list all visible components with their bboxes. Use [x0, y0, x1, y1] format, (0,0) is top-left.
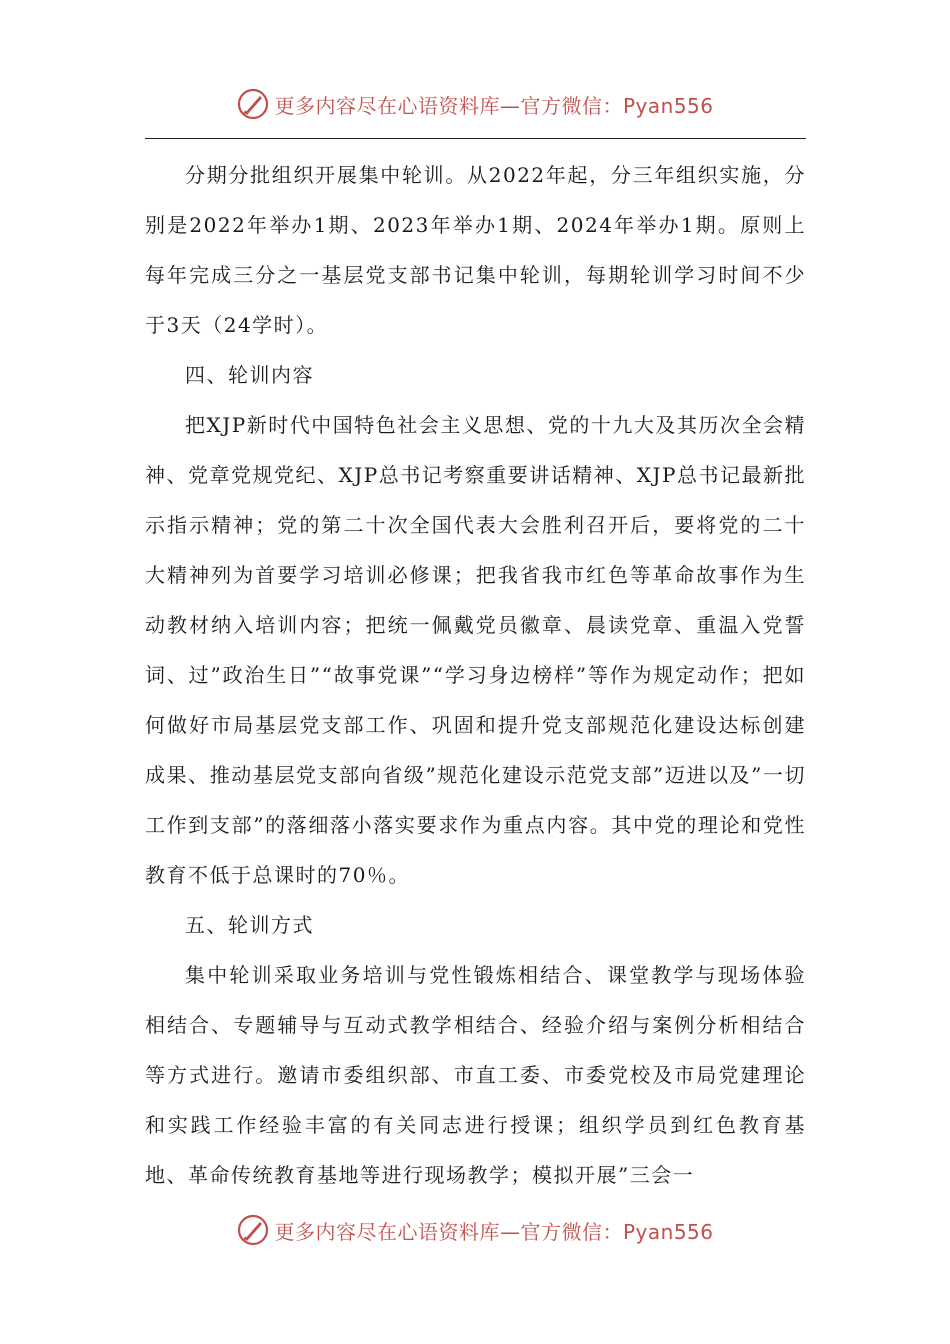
- wechat-id: Pyan556: [622, 93, 714, 118]
- paragraph: 把XJP新时代中国特色社会主义思想、党的十九大及其历次全会精神、党章党规党纪、XJP总书记考察重要讲话精神、XJP总书记最新批示指示精神；党的第二十次全国代表大会胜利召开后，要将党的二十大精神列为首要学习培训必修课；把我省我市红色等革命故事作为生动教材纳入培训内容；把统一佩戴党员徽章、晨读党章、重温入党誓词、过”政治生日”“故事党课”“学习身边榜样”等作为规定动作；把如何做好市局基层党支部工作、巩固和提升党支部规范化建设达标创建成果、推动基层党支部向省级”规范化建设示范党支部”迈进以及”一切工作到支部”的落细落小落实要求作为重点内容。其中党的理论和党性教育不低于总课时的70％。: [145, 413, 806, 887]
- wechat-id: Pyan556: [622, 1219, 714, 1244]
- paragraph: 集中轮训采取业务培训与党性锻炼相结合、课堂教学与现场体验相结合、专题辅导与互动式教学相结合、经验介绍与案例分析相结合等方式进行。邀请市委组织部、市直工委、市委党校及市局党建理论和实践工作经验丰富的有关同志进行授课；组织学员到红色教育基地、革命传统教育基地等进行现场教学；模拟开展”三会一: [145, 963, 806, 1187]
- quill-logo-icon: [236, 87, 270, 121]
- document-body: [145, 150, 806, 1200]
- banner-text: 更多内容尽在心语资料库—官方微信：Pyan556: [274, 1219, 714, 1244]
- paragraph: 分期分批组织开展集中轮训。从2022年起，分三年组织实施，分别是2022年举办1期、2023年举办1期、2024年举办1期。原则上每年完成三分之一基层党支部书记集中轮训，每期轮训学习时间不少于3天（24学时）。: [145, 163, 806, 337]
- header-banner: [0, 84, 950, 124]
- quill-logo-icon: [236, 1213, 270, 1247]
- header-divider: [145, 138, 806, 139]
- section-heading: 四、轮训内容: [185, 363, 314, 387]
- banner-text: 更多内容尽在心语资料库—官方微信：Pyan556: [274, 93, 714, 118]
- section-heading: 五、轮训方式: [185, 913, 314, 937]
- footer-banner: [0, 1210, 950, 1250]
